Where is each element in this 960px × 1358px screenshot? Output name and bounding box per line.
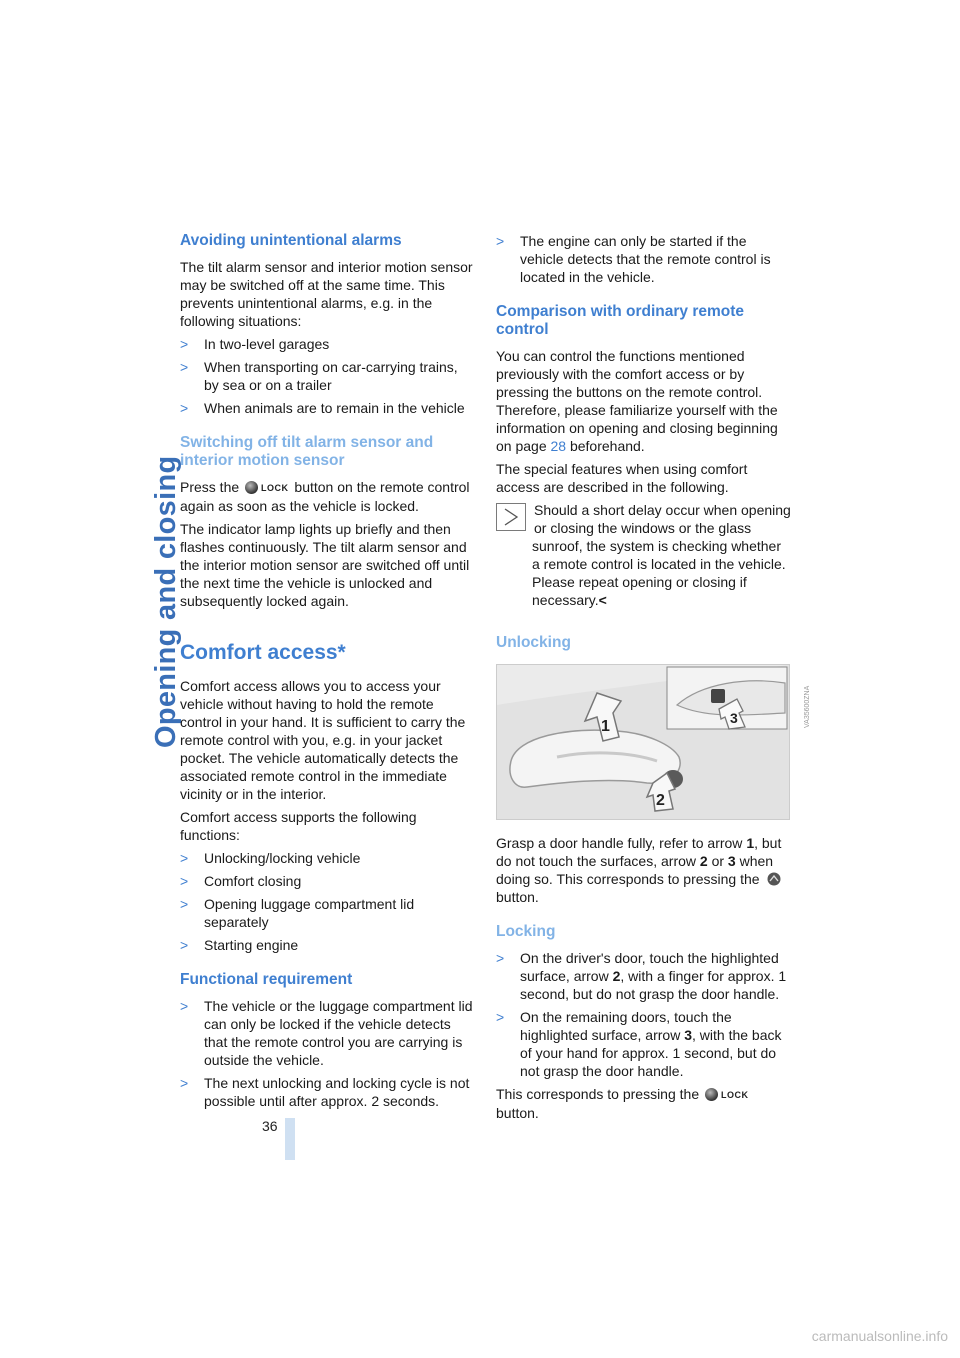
- avoid-list: [180, 335, 474, 417]
- lock-label: LOCK: [261, 482, 289, 493]
- paragraph-corresponds: [496, 1085, 792, 1122]
- paragraph-comfort-2: Comfort access supports the following functions:: [180, 808, 417, 843]
- heading-unlocking: Unlocking: [496, 634, 571, 651]
- list-item: > The engine can only be started if the vehicle detects that the remote control is located in the vehicle.: [496, 232, 792, 286]
- text-fragment: , with the back of your hand for approx. 1 second, but do not grasp the door handle.: [520, 1027, 782, 1079]
- heading-comparison: Comparison with ordinary remote control: [496, 303, 745, 338]
- text-fragment: button.: [496, 889, 539, 905]
- arrow-label-3: 3: [730, 710, 738, 726]
- chapter-side-title: [88, 230, 182, 750]
- arrow-ref-3: 3: [727, 853, 736, 869]
- text-fragment: You can control the functions mentioned previously with the comfort access or by pressing the buttons on the remote control. Therefore, please familiarize yourself with the information on opening and closing beginning on page: [496, 348, 778, 454]
- heading-avoid-alarms: Avoiding unintentional alarms: [180, 232, 402, 249]
- text-fragment: beforehand.: [569, 438, 645, 454]
- text-fragment: Grasp a door handle fully, refer to arrow: [496, 835, 743, 851]
- list-item: > Opening luggage compartment lid separately: [180, 895, 474, 931]
- door-handle-figure: [496, 664, 790, 820]
- list-item: [496, 949, 792, 1003]
- list-item: > In two-level garages: [180, 335, 474, 353]
- footer-watermark: carmanualsonline.info: [811, 1328, 948, 1344]
- list-item: [496, 1008, 792, 1080]
- lock-button-icon: [245, 479, 289, 497]
- text-fragment: On the remaining doors, touch the highlighted surface, arrow: [520, 1009, 732, 1043]
- lock-button-icon: [705, 1086, 749, 1104]
- text-fragment: , but do not touch the surfaces, arrow: [496, 835, 782, 869]
- arrow-ref-2: 2: [612, 968, 621, 984]
- text-fragment: This corresponds to pressing the: [496, 1086, 700, 1102]
- paragraph-press-lock: [180, 478, 474, 515]
- paragraph-grasp: [496, 834, 792, 906]
- text-fragment: when doing so. This corresponds to pressing the: [496, 853, 774, 887]
- note-arrow-icon: [496, 503, 526, 531]
- list-item: > The next unlocking and locking cycle is not possible until after approx. 2 seconds.: [180, 1074, 474, 1110]
- paragraph-avoid: The tilt alarm sensor and interior motion sensor may be switched off at the same time. This prevents unintentional alarms, e.g. in the following situations:: [180, 259, 473, 329]
- locking-list: [496, 949, 792, 1080]
- list-item: > When animals are to remain in the vehicle: [180, 399, 474, 417]
- list-item: > When transporting on car-carrying trains, by sea or on a trailer: [180, 358, 474, 394]
- list-item: > Comfort closing: [180, 872, 474, 890]
- figure-code: VA35600ZNA: [804, 685, 811, 728]
- arrow-ref-3: 3: [684, 1027, 692, 1043]
- text-fragment: , with a finger for approx. 1 second, but do not grasp the door handle.: [520, 968, 787, 1002]
- left-column: [180, 232, 474, 1115]
- list-item: > The vehicle or the luggage compartment lid can only be locked if the vehicle detects that the remote control you are carrying is outside the vehicle.: [180, 997, 474, 1069]
- comfort-list: [180, 849, 474, 954]
- func-list: [180, 997, 474, 1110]
- arrow-label-2: 2: [656, 792, 665, 809]
- note-end-mark: <: [598, 592, 607, 608]
- paragraph-comfort-1: Comfort access allows you to access your vehicle without having to hold the remote control in your hand. It is sufficient to carry the remote control with you, e.g. in your jacket pocket. The vehicle automatically detects the associated remote control in the immediate vicinity or in the interior.: [180, 677, 466, 802]
- door-handle-illustration: [497, 665, 789, 819]
- list-item: > Starting engine: [180, 936, 474, 954]
- list-item: > Unlocking/locking vehicle: [180, 849, 474, 867]
- page-number: 36: [262, 1118, 278, 1134]
- note-block: [496, 501, 792, 609]
- heading-comfort-access: Comfort access*: [180, 640, 346, 664]
- text-fragment: or: [711, 853, 725, 869]
- heading-switch-off: Switching off tilt alarm sensor and interior motion sensor: [180, 434, 434, 469]
- lock-label: LOCK: [721, 1089, 749, 1100]
- page-marker-bar: [285, 1118, 295, 1160]
- unlock-button-icon: [765, 872, 783, 886]
- arrow-label-1: 1: [601, 718, 610, 735]
- note-text: [496, 501, 792, 609]
- right-column: [496, 232, 792, 1127]
- text-fragment: On the driver's door, touch the highlighted surface, arrow: [520, 950, 779, 984]
- chapter-title-text: Opening and closing: [150, 455, 182, 748]
- paragraph-comparison: [496, 347, 792, 455]
- heading-functional-requirement: Functional requirement: [180, 970, 353, 988]
- text-fragment: Press the: [180, 479, 240, 495]
- arrow-ref-2: 2: [699, 853, 708, 869]
- paragraph-special-features: The special features when using comfort access are described in the following.: [496, 461, 748, 495]
- text-fragment: button on the remote control again as soon as the vehicle is locked.: [180, 479, 470, 514]
- text-fragment: button.: [496, 1104, 539, 1121]
- arrow-ref-1: 1: [746, 835, 755, 851]
- engine-list: [496, 232, 792, 286]
- text-fragment: Should a short delay occur when opening or closing the windows or the glass sunroof, the system is checking whether a remote control is located in the vehicle. Please repeat opening or closing if necessary.: [532, 502, 791, 608]
- paragraph-indicator: The indicator lamp lights up briefly and then flashes continuously. The tilt alarm sensor and the interior motion sensor are switched off until the next time the vehicle is unlocked and subsequently locked again.: [180, 520, 470, 609]
- heading-locking: Locking: [496, 923, 556, 940]
- page-link-28[interactable]: 28: [550, 438, 567, 454]
